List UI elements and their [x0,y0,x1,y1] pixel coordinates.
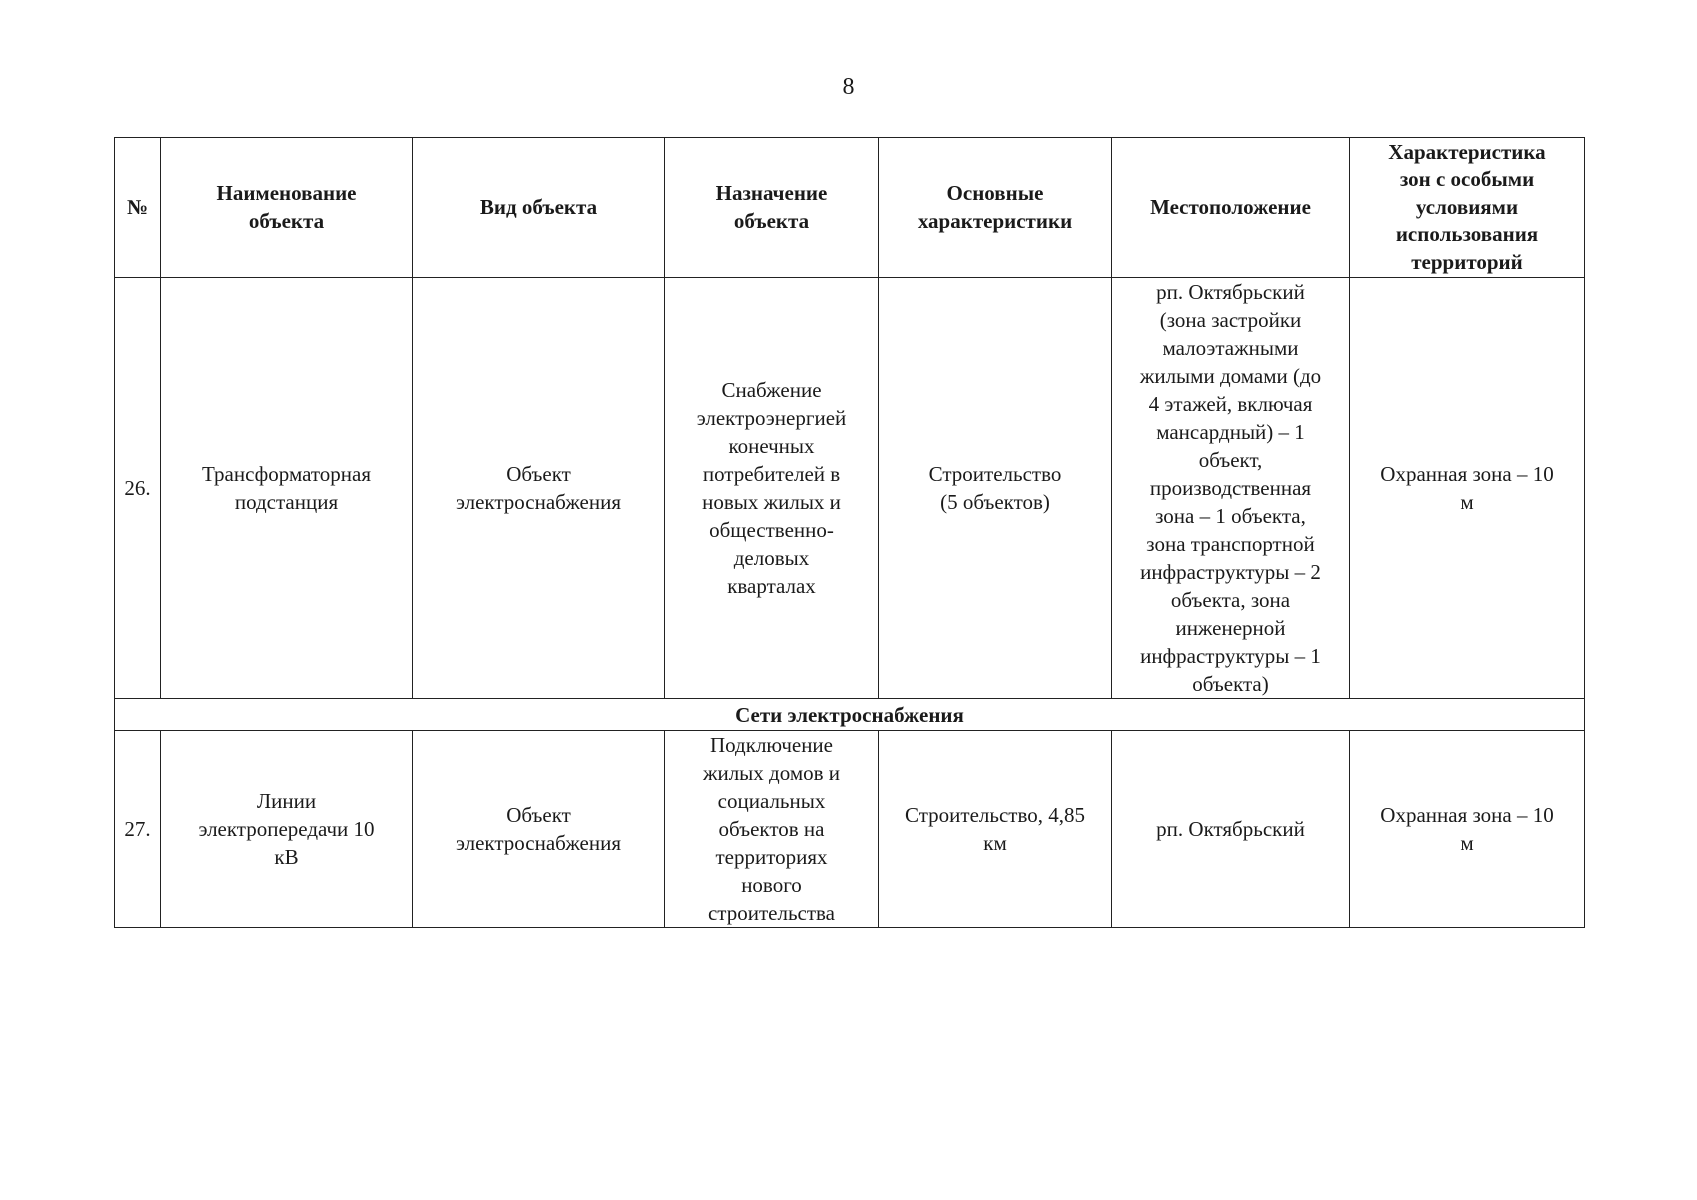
location-cell: рп. Октябрьский (зона застройки малоэтажными жилыми домами (до 4 этажей, включая мансардный) – 1 объект, производственная зона – 1 объекта, зона транспортной инфраструктуры – 2 объекта, зона инженерной инфраструктуры – 1 объекта) [1112,278,1350,699]
section-row [115,699,1585,731]
table-row [115,278,1585,699]
characteristics-cell: Строительство, 4,85 км [879,731,1112,928]
header-object-name: Наименование объекта [161,138,413,278]
object-name-cell: Трансформаторная подстанция [161,278,413,699]
special-zones-cell: Охранная зона – 10 м [1350,278,1585,699]
header-special-zones: Характеристика зон с особыми условиями использования территорий [1350,138,1585,278]
header-number: № [115,138,161,278]
header-object-purpose: Назначение объекта [665,138,879,278]
table-header-row [115,138,1585,278]
object-name-cell: Линии электропередачи 10 кВ [161,731,413,928]
objects-table [114,137,1585,928]
special-zones-cell: Охранная зона – 10 м [1350,731,1585,928]
row-number-cell: 26. [115,278,161,699]
table-row [115,731,1585,928]
characteristics-cell: Строительство (5 объектов) [879,278,1112,699]
object-type-cell: Объект электроснабжения [413,278,665,699]
header-location: Местоположение [1112,138,1350,278]
object-type-cell: Объект электроснабжения [413,731,665,928]
object-purpose-cell: Подключение жилых домов и социальных объектов на территориях нового строительства [665,731,879,928]
header-object-type: Вид объекта [413,138,665,278]
object-purpose-cell: Снабжение электроэнергией конечных потребителей в новых жилых и общественно- деловых кварталах [665,278,879,699]
section-title: Сети электроснабжения [115,699,1585,731]
header-main-characteristics: Основные характеристики [879,138,1112,278]
page-number: 8 [842,74,855,100]
location-cell: рп. Октябрьский [1112,731,1350,928]
row-number-cell: 27. [115,731,161,928]
